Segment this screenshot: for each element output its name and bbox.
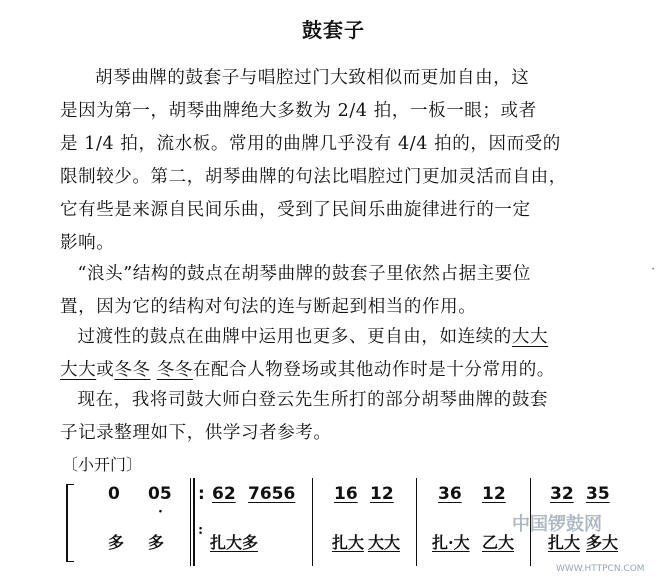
text-line [60, 321, 650, 354]
repeat-bar-line [193, 478, 195, 566]
paragraph-4 [60, 384, 650, 450]
text-line: 影响。 [60, 233, 115, 253]
section-label: 〔小开门〕 [62, 455, 143, 474]
text-run: 或 [96, 360, 115, 380]
bar-line [190, 478, 191, 566]
score-number: 0 [108, 484, 120, 504]
drum-syllable: 多 [148, 533, 165, 552]
drum-syllable: 扎大 [548, 533, 581, 552]
score-number: 62 [212, 484, 236, 504]
score-number: 32 [550, 484, 574, 504]
text-line: 置，因为它的结构对句法的连与断起到相当的作用。 [60, 297, 477, 317]
bar-line [312, 478, 313, 566]
drum-syllable: 大大 [368, 533, 401, 552]
drum-syllable: 乙大 [482, 533, 515, 552]
paragraph-2 [60, 258, 650, 324]
page-title: 鼓套子 [302, 18, 365, 42]
score-number: 7656 [248, 484, 296, 504]
underlined-drum-syllable: 冬冬 [156, 360, 193, 380]
score-bracket [66, 484, 74, 562]
text-line: 限制较少。第二，胡琴曲牌的句法比唱腔过门更加灵活而自由， [60, 167, 567, 187]
margin-mark: · [651, 262, 656, 277]
underlined-drum-syllable: 大大 [511, 327, 549, 347]
watermark-logo: 中国锣鼓网 [512, 514, 602, 535]
score-dot: · [158, 504, 163, 520]
repeat-dots: : [198, 522, 204, 538]
text-line [60, 354, 650, 387]
text-run: 过渡性的鼓点在曲牌中运用也更多、更自由，如连续的 [77, 327, 512, 347]
score-number: 36 [438, 484, 462, 504]
text-line: 是因为第一，胡琴曲牌绝大多数为 2/4 拍，一板一眼；或者 [60, 101, 537, 121]
drum-syllable: 多大 [586, 533, 619, 552]
text-line: 子记录整理如下，供学习者参考。 [60, 423, 332, 443]
text-run: 在配合人物登场或其他动作时是十分常用的。 [192, 360, 555, 380]
bar-line [416, 478, 417, 566]
repeat-sign: : [198, 484, 205, 504]
paragraph-3 [60, 321, 650, 387]
score-number: 05 [148, 484, 172, 504]
drum-syllable: 扎大 [332, 533, 365, 552]
drum-syllable: 扎大多 [210, 533, 259, 552]
paragraph-1 [60, 62, 650, 260]
score-number: 12 [370, 484, 394, 504]
text-line: 是 1/4 拍，流水板。常用的曲牌几乎没有 4/4 拍的，因而受的 [60, 134, 561, 154]
score-number: 35 [586, 484, 610, 504]
underlined-drum-syllable: 大大 [60, 360, 97, 380]
drum-syllable: 多 [108, 533, 125, 552]
underlined-drum-syllable: 冬冬 [114, 360, 151, 380]
score-number: 12 [482, 484, 506, 504]
watermark-url: WWW.HTTPCN.COM [556, 564, 645, 574]
text-line: 它有些是来源自民间乐曲，受到了民间乐曲旋律进行的一定 [60, 200, 531, 220]
text-line: 胡琴曲牌的鼓套子与唱腔过门大致相似而更加自由，这 [95, 68, 530, 88]
text-line: 现在，我将司鼓大师白登云先生所打的部分胡琴曲牌的鼓套 [77, 390, 549, 410]
drum-syllable: 扎·大 [432, 533, 470, 552]
score-number: 16 [334, 484, 358, 504]
text-line: “浪头”结构的鼓点在胡琴曲牌的鼓套子里依然占据主要位 [77, 264, 531, 284]
